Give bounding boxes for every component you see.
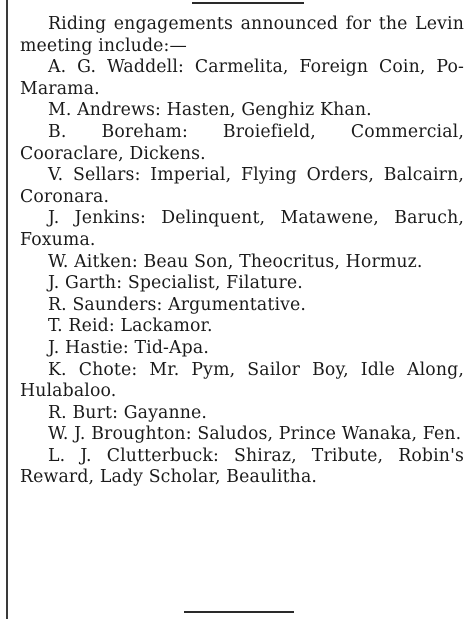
engagement-entry: A. G. Waddell: Carmelita, Foreign Coin, Po-Marama.: [20, 57, 464, 99]
engagement-entry: W. Aitken: Beau Son, Theocritus, Hormuz.: [48, 251, 423, 272]
engagement-entry: V. Sellars: Imperial, Flying Orders, Balcairn, Coronara.: [20, 165, 464, 207]
engagement-entry: M. Andrews: Hasten, Genghiz Khan.: [48, 100, 372, 121]
column-rule-left: [6, 0, 8, 619]
engagement-entry: K. Chote: Mr. Pym, Sailor Boy, Idle Along, Hulabaloo.: [20, 359, 464, 402]
engagement-entry: L. J. Clutterbuck: Shiraz, Tribute, Robin's Reward, Lady Scholar, Beaulitha.: [20, 445, 464, 488]
engagement-entry: R. Burt: Gayanne.: [48, 402, 208, 423]
engagement-entry: W. J. Broughton: Saludos, Prince Wanaka, Fen.: [48, 424, 462, 445]
engagement-entry: R. Saunders: Argumentative.: [48, 294, 307, 315]
engagement-entry: B. Boreham: Broiefield, Commercial, Cooraclare, Dickens.: [20, 121, 464, 164]
riding-engagements-article: [20, 14, 464, 489]
engagement-entry: J. Hastie: Tid-Apa.: [48, 337, 209, 358]
section-divider-bottom: [184, 611, 294, 613]
engagement-entry: J. Jenkins: Delinquent, Matawene, Baruch, Foxuma.: [20, 208, 464, 250]
engagement-entry: T. Reid: Lackamor.: [48, 316, 213, 337]
article-intro: Riding engagements announced for the Levin meeting include:—: [20, 14, 464, 56]
section-divider-top: [192, 2, 304, 4]
engagement-entry: J. Garth: Specialist, Filature.: [48, 273, 303, 294]
